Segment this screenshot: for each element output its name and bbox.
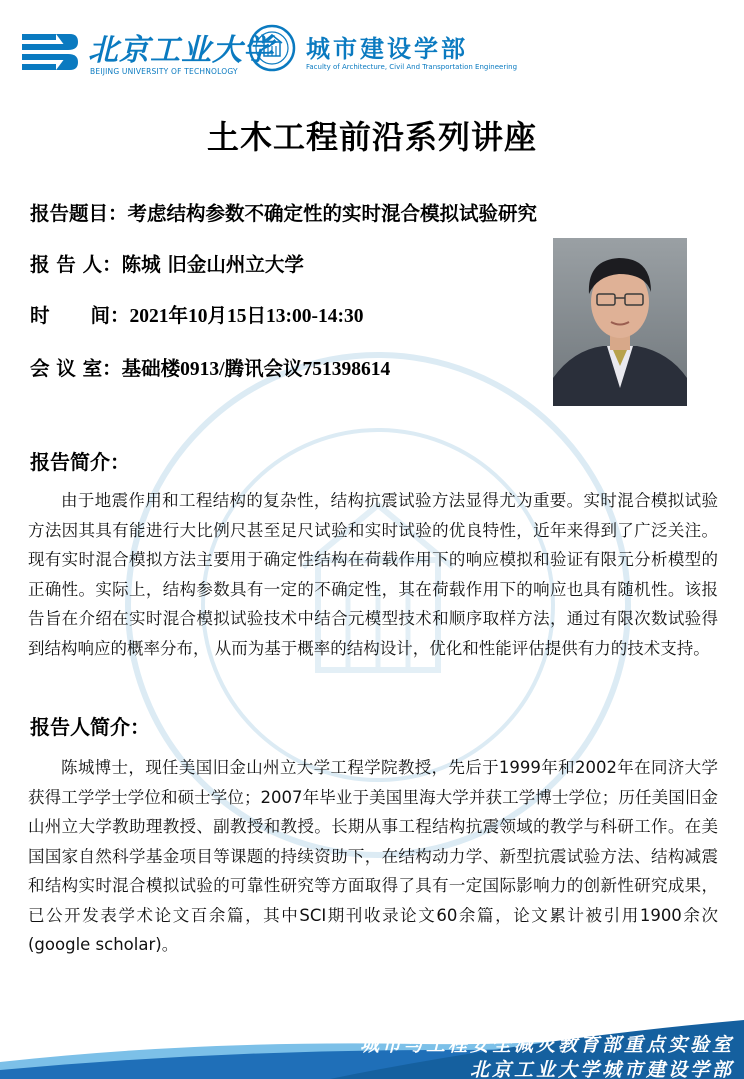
bio-heading: 报告人简介：: [30, 715, 150, 739]
info-time: [30, 300, 364, 328]
info-speaker: [30, 249, 304, 277]
info-room: [30, 353, 390, 381]
lecture-series-title: 土木工程前沿系列讲座: [206, 118, 537, 156]
time-value: 2021年10月15日13:00-14:30: [129, 306, 364, 327]
bio-text: 陈城博士，现任美国旧金山州立大学工程学院教授，先后于1999年和2002年在同济大学获得工学学士学位和硕士学位；2007年毕业于美国里海大学并获工学博士学位；历任美国旧金山州立大学教助理教授、副教授和教授。长期从事工程结构抗震领域的教学与科研工作。在美国国家自然科学基金项目等课题的持续资助下，在结构动力学、新型抗震试验方法、结构减震和结构实时混合模拟试验的可靠性研究等方面取得了具有一定国际影响力的创新性研究成果，已公开发表学术论文百余篇，其中SCI期刊收录论文60余篇，论文累计被引用1900余次(google scholar)。: [28, 758, 718, 954]
faculty-name-en: Faculty of Architecture, Civil And Transportation Engineering: [306, 63, 518, 71]
room-value: 基础楼0913/腾讯会议751398614: [121, 359, 391, 380]
time-label: 时 间：: [30, 304, 130, 327]
university-name-en: BEIJING UNIVERSITY OF TECHNOLOGY: [90, 67, 238, 76]
footer-faculty-name: 北京工业大学城市建设学部: [469, 1059, 734, 1079]
topic-label: 报告题目：: [30, 202, 128, 225]
header: [0, 0, 744, 95]
footer-lab-name: 城市与工程安全减灾教育部重点实验室: [359, 1034, 734, 1056]
faculty-name-cn: 城市建设学部: [306, 34, 468, 63]
faculty-seal-icon: [248, 24, 296, 72]
bjut-logo-icon: [22, 30, 80, 74]
info-topic: [30, 198, 537, 226]
abstract-heading: 报告简介：: [30, 450, 130, 474]
footer-banner: [0, 1010, 744, 1079]
speaker-value: 陈城 旧金山州立大学: [121, 253, 304, 276]
speaker-label: 报 告 人：: [30, 253, 122, 276]
room-label: 会 议 室：: [30, 357, 122, 380]
abstract-text: 由于地震作用和工程结构的复杂性，结构抗震试验方法显得尤为重要。实时混合模拟试验方法因其具有能进行大比例尺甚至足尺试验和实时试验的优良特性，近年来得到了广泛关注。现有实时混合模拟方法主要用于确定性结构在荷载作用下的响应模拟和验证有限元分析模型的正确性。实际上，结构参数具有一定的不确定性，其在荷载作用下的响应也具有随机性。该报告旨在介绍在实时混合模拟试验技术中结合元模型技术和顺序取样方法，通过有限次数试验得到结构响应的概率分布， 从而为基于概率的结构设计，优化和性能评估提供有力的技术支持。: [28, 491, 718, 658]
topic-value: 考虑结构参数不确定性的实时混合模拟试验研究: [127, 202, 538, 225]
speaker-photo: [553, 238, 687, 406]
university-name-cn: 北京工业大学: [88, 33, 274, 68]
